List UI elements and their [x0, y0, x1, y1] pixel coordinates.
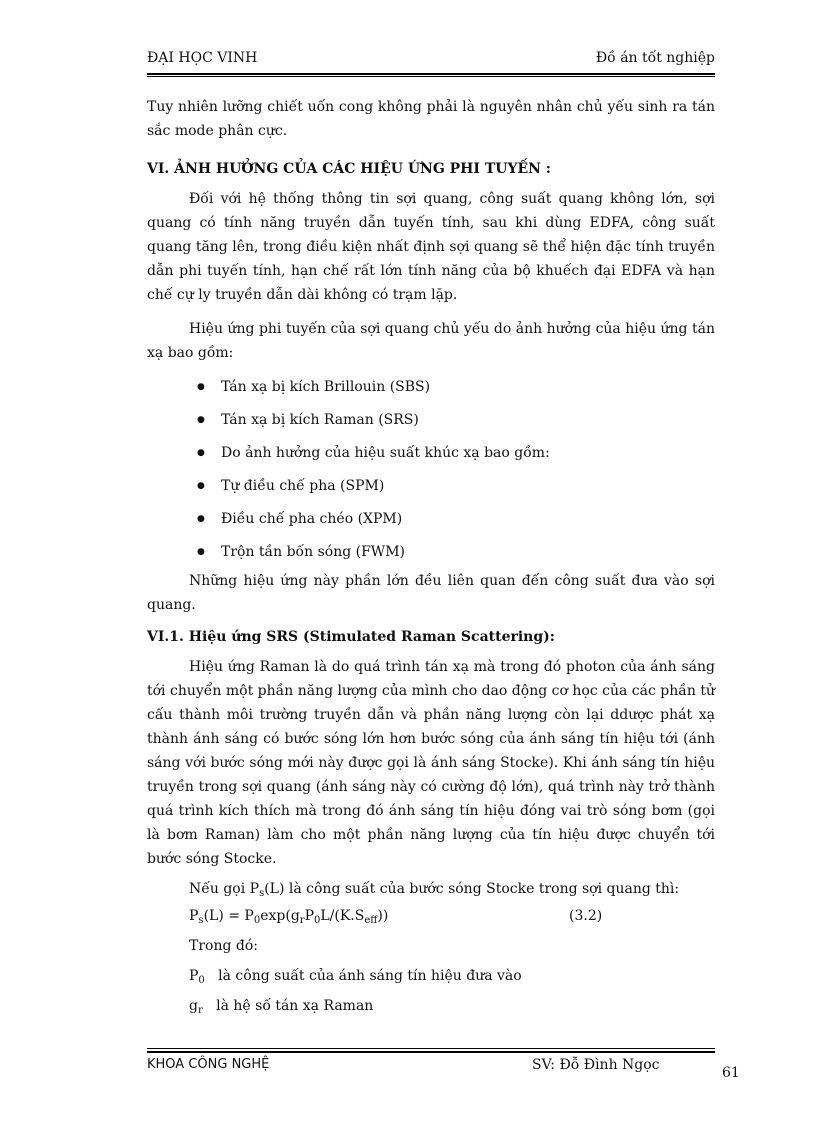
list-item: ● Trộn tần bốn sóng (FWM)	[221, 536, 715, 569]
page-body	[147, 95, 715, 1021]
header-rule-thick	[147, 73, 715, 75]
footer-rule-thick	[147, 1051, 715, 1053]
paragraph-raman-effect: Hiệu ứng Raman là do quá trình tán xạ mà trong đó photon của ánh sáng tới chuyển một phần năng lượng của mình cho dao động cơ học của các phần tử cấu thành môi trường truyền dẫn và phần năng lượng còn lại ddược phát xạ thành ánh sáng có bước sóng lớn hơn bước sóng của ánh sáng tín hiệu tới (ánh sáng với bước sóng mới này được gọi là ánh sáng Stocke). Khi ánh sáng tín hiệu truyền trong sợi quang (ánh sáng này có cường độ lớn), quá trình này trở thành quá trình kích thích mà trong đó ánh sáng tín hiệu đóng vai trò sóng bơm (gọi là bơm Raman) làm cho một phần năng lượng của tín hiệu được chuyển tới bước sóng Stocke.	[147, 659, 715, 867]
list-item: ● Tự điều chế pha (SPM)	[221, 470, 715, 503]
paragraph-stocke-power: Nếu gọi $P_s(L)$ là công suất của bước sóng Stocke trong sợi quang thì:	[189, 881, 680, 899]
page-number: 61	[722, 1065, 740, 1081]
paragraph-nonlinear-effects: Hiệu ứng phi tuyến của sợi quang chủ yếu do ảnh hưởng của hiệu ứng tán xạ bao gồm:	[147, 321, 715, 361]
list-item: ● Điều chế pha chéo (XPM)	[221, 503, 715, 536]
formula-expression: $P_s(L) = P_0\exp(g_rP_0L/(K.S_{eff}))$	[189, 908, 389, 926]
list-item: ● Tán xạ bị kích Raman (SRS)	[221, 404, 715, 437]
effects-list	[147, 371, 715, 569]
formula-3-2	[147, 901, 715, 931]
header-doc-type: Đồ án tốt nghiệp	[595, 50, 715, 66]
paragraph-intro: Tuy nhiên lưỡng chiết uốn cong không phải là nguyên nhân chủ yếu sinh ra tán sắc mode phân cực.	[147, 99, 715, 139]
header-rule-thin	[147, 76, 715, 77]
page-header	[147, 50, 715, 72]
section-heading-vi-1: VI.1. Hiệu ứng SRS (Stimulated Raman Scattering):	[147, 629, 555, 645]
where-label: Trong đó:	[189, 938, 258, 954]
list-item: ● Do ảnh hưởng của hiệu suất khúc xạ bao gồm:	[221, 437, 715, 470]
header-university: ĐẠI HỌC VINH	[147, 50, 258, 66]
definition-gr: $g_r$ là hệ số tán xạ Raman	[189, 998, 374, 1016]
list-item: ● Tán xạ bị kích Brillouin (SBS)	[221, 371, 715, 404]
footer-student: SV: Đỗ Đình Ngọc	[532, 1057, 660, 1073]
definition-p0: $P_0$ là công suất của ánh sáng tín hiệu đưa vào	[189, 968, 522, 986]
equation-number: (3.2)	[569, 908, 603, 924]
page-footer	[147, 1057, 715, 1079]
footer-faculty: KHOA CÔNG NGHỆ	[147, 1057, 270, 1072]
footer-rule-thin	[147, 1048, 715, 1049]
paragraph-optical-systems: Đối với hệ thống thông tin sợi quang, công suất quang không lớn, sợi quang có tính năng truyền dẫn tuyến tính, sau khi dùng EDFA, công suất quang tăng lên, trong điều kiện nhất định sợi quang sẽ thể hiện đặc tính truyền dẫn phi tuyến tính, hạn chế rất lớn tính năng của bộ khuếch đại EDFA và hạn chế cự ly truyền dẫn dài không có trạm lặp.	[147, 191, 715, 303]
section-heading-vi: VI. ẢNH HƯỞNG CỦA CÁC HIỆU ỨNG PHI TUYẾN :	[147, 161, 551, 177]
paragraph-power-related: Những hiệu ứng này phần lớn đều liên quan đến công suất đưa vào sợi quang.	[147, 573, 715, 613]
